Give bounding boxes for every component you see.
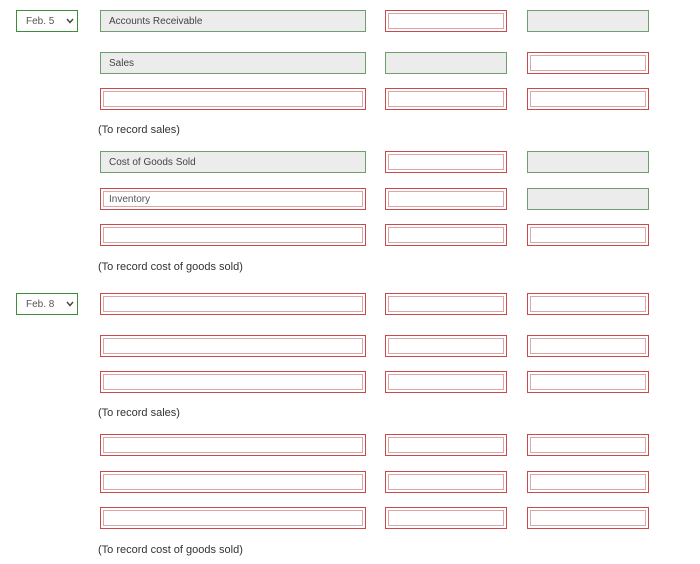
credit-field-disabled xyxy=(527,188,649,210)
account-value: Inventory xyxy=(109,193,151,205)
account-value: Sales xyxy=(109,57,135,69)
debit-field[interactable] xyxy=(385,88,507,110)
account-field[interactable] xyxy=(100,371,366,393)
entry-note: (To record sales) xyxy=(98,124,180,136)
debit-field[interactable] xyxy=(385,507,507,529)
entry-note: (To record cost of goods sold) xyxy=(98,261,243,273)
debit-field[interactable] xyxy=(385,371,507,393)
account-field[interactable] xyxy=(100,434,366,456)
entry-note: (To record sales) xyxy=(98,407,180,419)
credit-field[interactable] xyxy=(527,224,649,246)
chevron-down-icon xyxy=(63,18,77,24)
date-select-value: Feb. 8 xyxy=(26,298,55,310)
account-field[interactable] xyxy=(100,224,366,246)
account-field[interactable] xyxy=(100,88,366,110)
debit-field[interactable] xyxy=(385,224,507,246)
credit-field-disabled xyxy=(527,10,649,32)
account-field[interactable] xyxy=(100,507,366,529)
credit-field[interactable] xyxy=(527,471,649,493)
debit-field-disabled xyxy=(385,52,507,74)
credit-field-disabled xyxy=(527,151,649,173)
credit-field[interactable] xyxy=(527,434,649,456)
debit-field[interactable] xyxy=(385,188,507,210)
account-field[interactable] xyxy=(100,471,366,493)
chevron-down-icon xyxy=(63,301,77,307)
credit-field[interactable] xyxy=(527,335,649,357)
debit-field[interactable] xyxy=(385,434,507,456)
debit-field[interactable] xyxy=(385,10,507,32)
credit-field[interactable] xyxy=(527,371,649,393)
debit-field[interactable] xyxy=(385,151,507,173)
credit-field[interactable] xyxy=(527,507,649,529)
date-select-feb8[interactable] xyxy=(16,293,78,315)
date-select-value: Feb. 5 xyxy=(26,15,55,27)
account-value: Accounts Receivable xyxy=(109,15,203,27)
credit-field[interactable] xyxy=(527,293,649,315)
account-field[interactable] xyxy=(100,10,366,32)
debit-field[interactable] xyxy=(385,335,507,357)
account-field[interactable] xyxy=(100,293,366,315)
account-value: Cost of Goods Sold xyxy=(109,156,196,168)
account-field[interactable] xyxy=(100,335,366,357)
account-field[interactable] xyxy=(100,188,366,210)
date-select-feb5[interactable] xyxy=(16,10,78,32)
entry-note: (To record cost of goods sold) xyxy=(98,544,243,556)
credit-field[interactable] xyxy=(527,52,649,74)
credit-field[interactable] xyxy=(527,88,649,110)
account-field[interactable] xyxy=(100,52,366,74)
debit-field[interactable] xyxy=(385,293,507,315)
account-field[interactable] xyxy=(100,151,366,173)
debit-field[interactable] xyxy=(385,471,507,493)
